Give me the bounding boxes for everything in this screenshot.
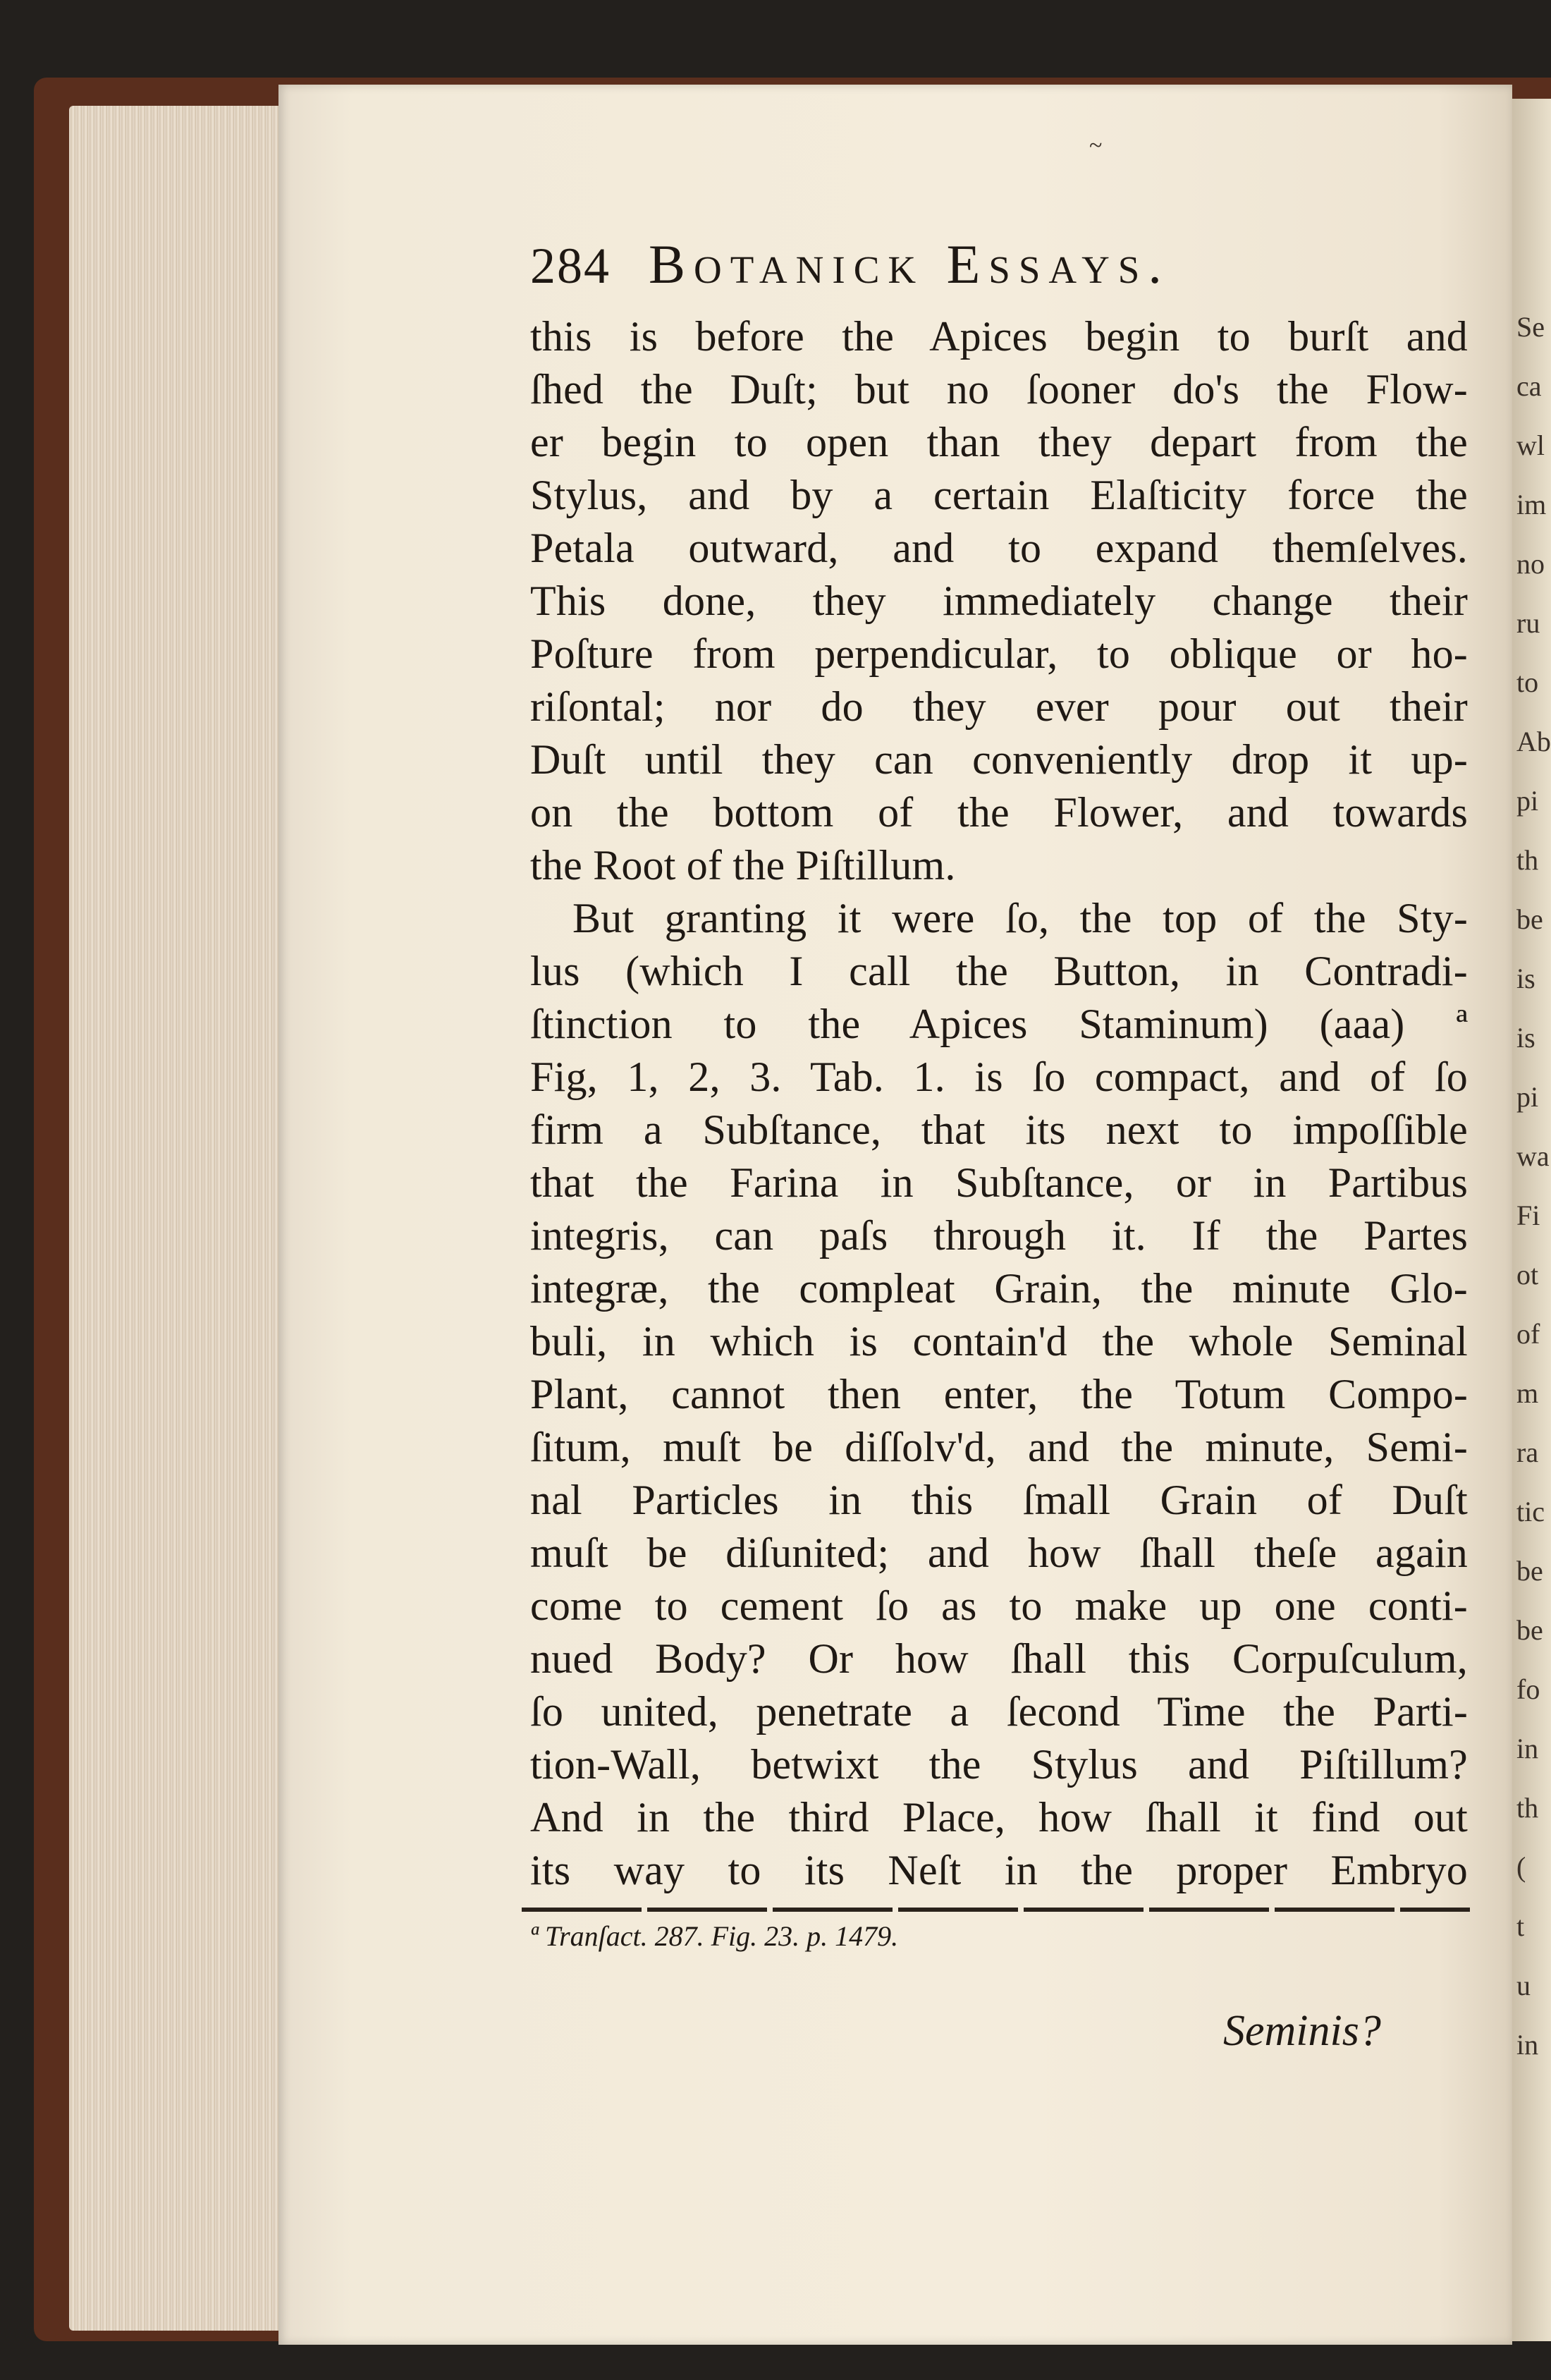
next-page-fragment: is (1516, 963, 1535, 994)
text-line: Duſt until they can conveniently drop it up- (530, 736, 1468, 783)
text-line: nal Particles in this ſmall Grain of Duſt (530, 1477, 1468, 1523)
next-page-fragment: be (1516, 1614, 1543, 1646)
next-page-fragment: Fi (1516, 1200, 1540, 1231)
text-line: er begin to open than they depart from the (530, 419, 1468, 465)
next-page-fragment: th (1516, 844, 1539, 876)
next-page-fragment: ra (1516, 1436, 1539, 1468)
text-line: the Root of the Piſtillum. (530, 842, 956, 889)
text-line: ſhed the Duſt; but no ſooner do's the Flow- (530, 366, 1468, 413)
text-line: ſitum, muſt be diſſolv'd, and the minute, Semi- (530, 1424, 1468, 1470)
text-line: nued Body? Or how ſhall this Corpuſculum, (530, 1635, 1468, 1682)
text-line: come to cement ſo as to make up one conti- (530, 1582, 1468, 1629)
text-line: on the bottom of the Flower, and towards (530, 789, 1468, 836)
next-page-fragment: no (1516, 548, 1545, 580)
next-page-fragment: ot (1516, 1259, 1539, 1290)
next-page-fragment: th (1516, 1792, 1539, 1824)
next-page-sliver (1512, 99, 1551, 2341)
text-line: This done, they immediately change their (530, 578, 1468, 624)
text-line: Poſture from perpendicular, to oblique or ho- (530, 630, 1468, 677)
running-title: Botanick Essays. (649, 233, 1170, 295)
next-page-fragment: pi (1516, 1081, 1539, 1113)
next-page-fragment: u (1516, 1970, 1531, 2001)
next-page-fragment: be (1516, 903, 1543, 935)
text-line: Stylus, and by a certain Elaſticity force the (530, 472, 1468, 518)
next-page-fragment: in (1516, 2029, 1539, 2061)
next-page-fragment: is (1516, 1022, 1535, 1054)
next-page-fragment: Se (1516, 311, 1545, 343)
text-line: muſt be diſunited; and how ſhall theſe again (530, 1530, 1468, 1576)
text-line: Petala outward, and to expand themſelves. (530, 525, 1468, 571)
next-page-fragment: ( (1516, 1851, 1526, 1883)
catchword: Seminis? (1223, 2007, 1381, 2055)
next-page-fragment: fo (1516, 1673, 1540, 1705)
next-page-fragment: be (1516, 1555, 1543, 1587)
next-page-fragment: m (1516, 1377, 1539, 1409)
next-page-fragment: ru (1516, 607, 1540, 639)
next-page-fragment: pi (1516, 785, 1539, 817)
text-line: But granting it were ſo, the top of the Sty- (572, 895, 1468, 941)
next-page-fragment: Ab (1516, 726, 1551, 757)
text-line: riſontal; nor do they ever pour out their (530, 683, 1468, 730)
text-line: ſo united, penetrate a ſecond Time the Parti- (530, 1688, 1468, 1735)
next-page-fragment: of (1516, 1318, 1540, 1350)
next-page-fragment: wa (1516, 1140, 1550, 1172)
catchmark: ~ (1089, 133, 1103, 159)
next-page-fragment: tic (1516, 1496, 1545, 1527)
text-line: ſtinction to the Apices Staminum) (aaa) ª (530, 1001, 1468, 1047)
page-edges (69, 106, 281, 2331)
text-line: Plant, cannot then enter, the Totum Compo- (530, 1371, 1468, 1417)
text-line: buli, in which is contain'd the whole Seminal (530, 1318, 1468, 1365)
text-line: lus (which I call the Button, in Contradi- (530, 948, 1468, 994)
page-header (530, 233, 1170, 296)
next-page-fragment: im (1516, 489, 1547, 520)
text-line: Fig, 1, 2, 3. Tab. 1. is ſo compact, and of ſo (530, 1054, 1468, 1100)
text-line: integræ, the compleat Grain, the minute Glo- (530, 1265, 1468, 1312)
text-line: firm a Subſtance, that its next to impoſſible (530, 1106, 1468, 1153)
footnote-rule (522, 1908, 1470, 1912)
text-line: tion-Wall, betwixt the Stylus and Piſtillum? (530, 1741, 1468, 1788)
footnote: ª Tranſact. 287. Fig. 23. p. 1479. (530, 1920, 899, 1952)
next-page-fragment: to (1516, 666, 1539, 698)
page-number: 284 (530, 238, 611, 294)
next-page-fragment: ca (1516, 370, 1542, 402)
text-line: integris, can paſs through it. If the Partes (530, 1212, 1468, 1259)
text-line: And in the third Place, how ſhall it find out (530, 1794, 1468, 1841)
body-text (530, 310, 1468, 1897)
text-line: this is before the Apices begin to burſt and (530, 313, 1468, 360)
text-line: that the Farina in Subſtance, or in Partibus (530, 1159, 1468, 1206)
next-page-fragment: in (1516, 1733, 1539, 1764)
text-line: its way to its Neſt in the proper Embryo (530, 1847, 1468, 1893)
next-page-fragment: t (1516, 1910, 1525, 1942)
next-page-fragment: wl (1516, 429, 1545, 461)
